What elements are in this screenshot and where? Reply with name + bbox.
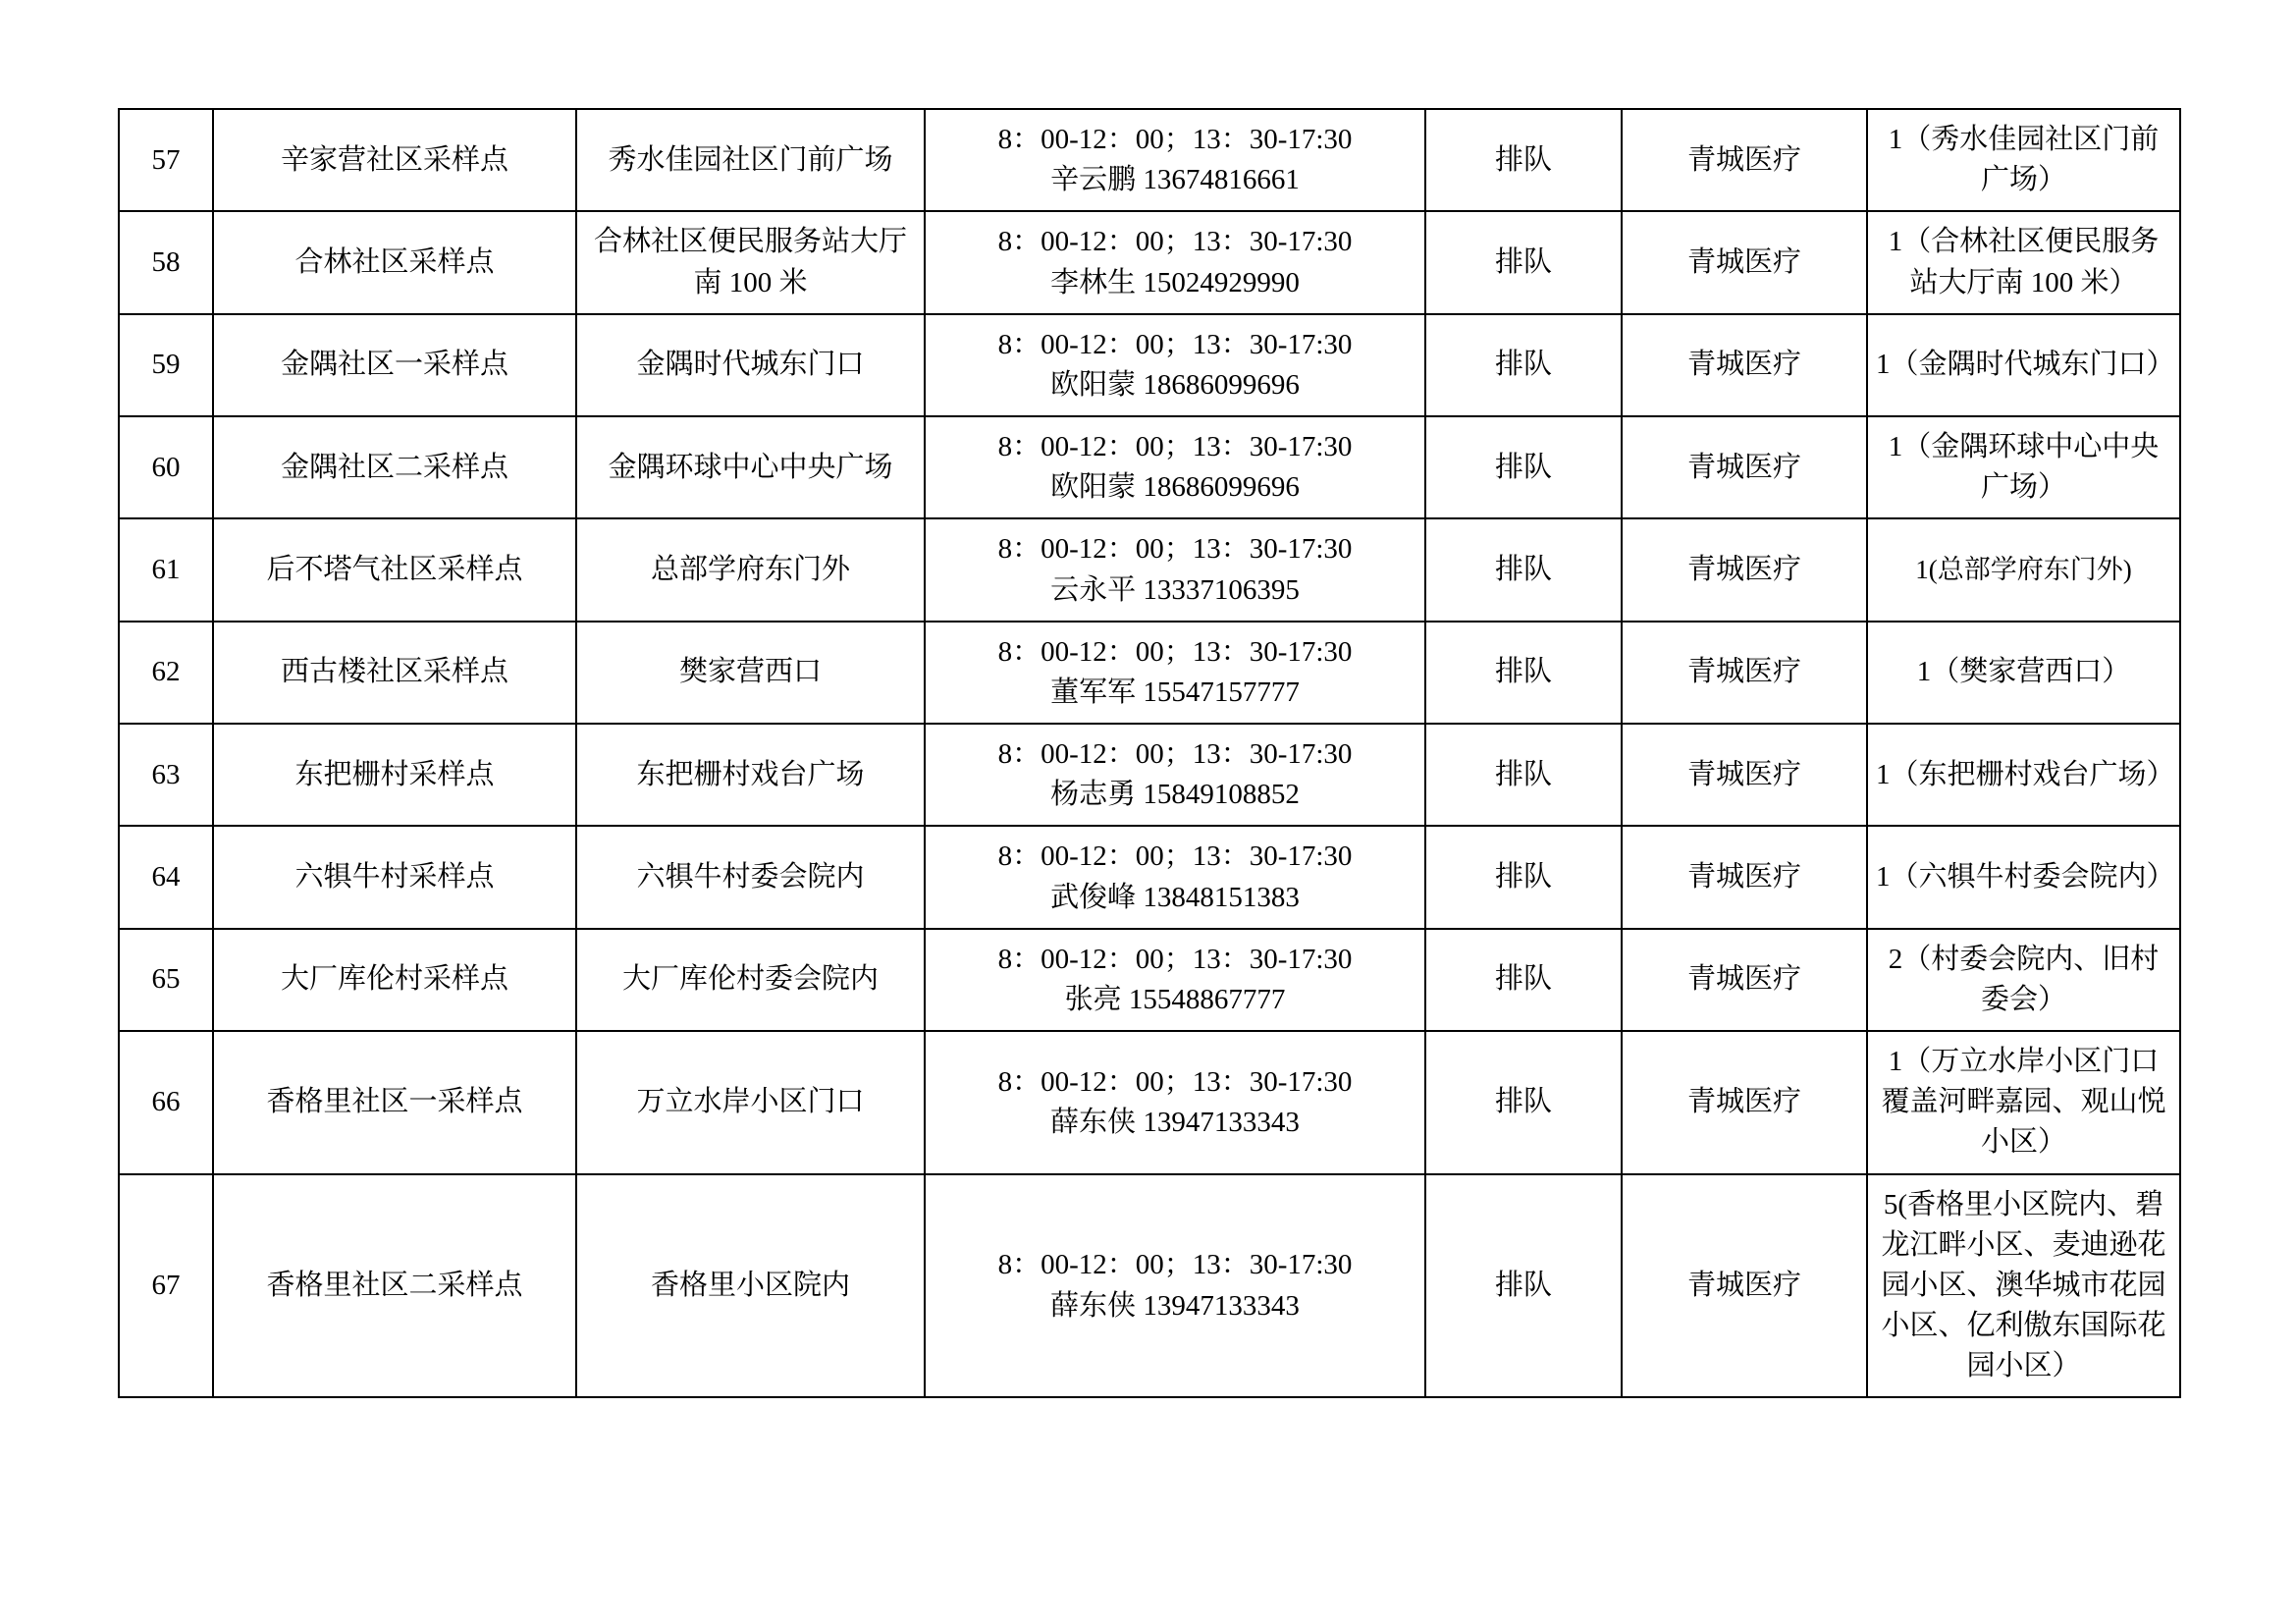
cell-coverage: 5(香格里小区院内、碧龙江畔小区、麦迪逊花园小区、澳华城市花园小区、亿利傲东国际花园小区） bbox=[1867, 1174, 2180, 1398]
cell-coverage: 1（樊家营西口） bbox=[1867, 622, 2180, 724]
cell-index: 58 bbox=[119, 211, 213, 313]
cell-org: 青城医疗 bbox=[1622, 724, 1867, 826]
cell-name: 六犋牛村采样点 bbox=[213, 826, 576, 928]
cell-name: 后不塔气社区采样点 bbox=[213, 518, 576, 621]
cell-address: 大厂库伦村委会院内 bbox=[576, 929, 925, 1031]
cell-coverage: 1（万立水岸小区门口覆盖河畔嘉园、观山悦小区） bbox=[1867, 1031, 2180, 1174]
cell-index: 67 bbox=[119, 1174, 213, 1398]
cell-name: 香格里社区二采样点 bbox=[213, 1174, 576, 1398]
cell-time: 8：00-12：00；13：30-17:30 bbox=[997, 840, 1353, 873]
cell-mode: 排队 bbox=[1425, 826, 1622, 928]
table-row bbox=[119, 929, 2180, 1031]
cell-coverage: 1（金隅时代城东门口） bbox=[1867, 314, 2180, 416]
cell-time: 8：00-12：00；13：30-17:30 bbox=[997, 226, 1353, 258]
cell-mode: 排队 bbox=[1425, 1031, 1622, 1174]
cell-time: 8：00-12：00；13：30-17:30 bbox=[997, 533, 1353, 566]
table-row bbox=[119, 211, 2180, 313]
cell-coverage: 1（六犋牛村委会院内） bbox=[1867, 826, 2180, 928]
cell-time-contact bbox=[925, 1031, 1425, 1174]
cell-time: 8：00-12：00；13：30-17:30 bbox=[997, 1249, 1353, 1281]
cell-address: 六犋牛村委会院内 bbox=[576, 826, 925, 928]
cell-time-contact bbox=[925, 518, 1425, 621]
cell-org: 青城医疗 bbox=[1622, 929, 1867, 1031]
cell-name: 东把栅村采样点 bbox=[213, 724, 576, 826]
cell-name: 西古楼社区采样点 bbox=[213, 622, 576, 724]
cell-time: 8：00-12：00；13：30-17:30 bbox=[997, 124, 1353, 155]
cell-address: 香格里小区院内 bbox=[576, 1174, 925, 1398]
cell-time-contact bbox=[925, 314, 1425, 416]
table-row bbox=[119, 314, 2180, 416]
cell-contact: 杨志勇 15849108852 bbox=[1050, 779, 1300, 811]
cell-time: 8：00-12：00；13：30-17:30 bbox=[997, 943, 1353, 975]
cell-name: 香格里社区一采样点 bbox=[213, 1031, 576, 1174]
cell-time: 8：00-12：00；13：30-17:30 bbox=[997, 328, 1353, 360]
cell-mode: 排队 bbox=[1425, 724, 1622, 826]
cell-name: 合林社区采样点 bbox=[213, 211, 576, 313]
cell-contact: 欧阳蒙 18686099696 bbox=[1050, 368, 1300, 401]
cell-org: 青城医疗 bbox=[1622, 416, 1867, 518]
table-row bbox=[119, 1174, 2180, 1398]
cell-time: 8：00-12：00；13：30-17:30 bbox=[997, 635, 1353, 668]
cell-contact: 欧阳蒙 18686099696 bbox=[1050, 471, 1300, 504]
cell-index: 61 bbox=[119, 518, 213, 621]
table-row bbox=[119, 826, 2180, 928]
cell-index: 60 bbox=[119, 416, 213, 518]
cell-index: 62 bbox=[119, 622, 213, 724]
cell-coverage: 2（村委会院内、旧村委会） bbox=[1867, 929, 2180, 1031]
cell-address: 樊家营西口 bbox=[576, 622, 925, 724]
cell-address: 万立水岸小区门口 bbox=[576, 1031, 925, 1174]
cell-contact: 薛东侠 13947133343 bbox=[1050, 1289, 1300, 1322]
cell-index: 66 bbox=[119, 1031, 213, 1174]
cell-org: 青城医疗 bbox=[1622, 109, 1867, 211]
cell-index: 63 bbox=[119, 724, 213, 826]
cell-address: 金隅时代城东门口 bbox=[576, 314, 925, 416]
cell-coverage: 1(总部学府东门外) bbox=[1867, 518, 2180, 621]
cell-index: 65 bbox=[119, 929, 213, 1031]
table-row bbox=[119, 518, 2180, 621]
cell-address: 合林社区便民服务站大厅南 100 米 bbox=[576, 211, 925, 313]
cell-mode: 排队 bbox=[1425, 109, 1622, 211]
cell-index: 59 bbox=[119, 314, 213, 416]
cell-time-contact bbox=[925, 826, 1425, 928]
table-body bbox=[119, 109, 2180, 1397]
cell-contact: 董军军 15547157777 bbox=[1050, 676, 1300, 708]
cell-time-contact bbox=[925, 1174, 1425, 1398]
cell-mode: 排队 bbox=[1425, 518, 1622, 621]
cell-address: 金隅环球中心中央广场 bbox=[576, 416, 925, 518]
cell-org: 青城医疗 bbox=[1622, 314, 1867, 416]
cell-org: 青城医疗 bbox=[1622, 1031, 1867, 1174]
cell-org: 青城医疗 bbox=[1622, 826, 1867, 928]
cell-name: 金隅社区一采样点 bbox=[213, 314, 576, 416]
cell-contact: 武俊峰 13848151383 bbox=[1050, 881, 1300, 913]
cell-name: 辛家营社区采样点 bbox=[213, 109, 576, 211]
cell-mode: 排队 bbox=[1425, 1174, 1622, 1398]
cell-address: 东把栅村戏台广场 bbox=[576, 724, 925, 826]
cell-contact: 云永平 13337106395 bbox=[1050, 573, 1300, 606]
cell-index: 64 bbox=[119, 826, 213, 928]
cell-time-contact bbox=[925, 929, 1425, 1031]
cell-org: 青城医疗 bbox=[1622, 518, 1867, 621]
cell-mode: 排队 bbox=[1425, 314, 1622, 416]
table-row bbox=[119, 109, 2180, 211]
table-row bbox=[119, 622, 2180, 724]
cell-index: 57 bbox=[119, 109, 213, 211]
cell-time-contact bbox=[925, 724, 1425, 826]
cell-address: 秀水佳园社区门前广场 bbox=[576, 109, 925, 211]
cell-time: 8：00-12：00；13：30-17:30 bbox=[997, 1065, 1353, 1098]
cell-coverage: 1（金隅环球中心中央广场） bbox=[1867, 416, 2180, 518]
table-row bbox=[119, 724, 2180, 826]
cell-name: 大厂库伦村采样点 bbox=[213, 929, 576, 1031]
cell-time-contact bbox=[925, 416, 1425, 518]
cell-mode: 排队 bbox=[1425, 416, 1622, 518]
table-row bbox=[119, 1031, 2180, 1174]
sampling-points-table bbox=[118, 108, 2181, 1398]
cell-mode: 排队 bbox=[1425, 622, 1622, 724]
cell-coverage: 1（秀水佳园社区门前广场） bbox=[1867, 109, 2180, 211]
cell-coverage: 1（合林社区便民服务站大厅南 100 米） bbox=[1867, 211, 2180, 313]
cell-coverage: 1（东把栅村戏台广场） bbox=[1867, 724, 2180, 826]
cell-contact: 张亮 15548867777 bbox=[1064, 983, 1286, 1015]
table-row bbox=[119, 416, 2180, 518]
cell-time-contact bbox=[925, 622, 1425, 724]
cell-time-contact bbox=[925, 109, 1425, 211]
cell-mode: 排队 bbox=[1425, 929, 1622, 1031]
cell-address: 总部学府东门外 bbox=[576, 518, 925, 621]
cell-contact: 李林生 15024929990 bbox=[1050, 266, 1300, 298]
cell-name: 金隅社区二采样点 bbox=[213, 416, 576, 518]
cell-time: 8：00-12：00；13：30-17:30 bbox=[997, 431, 1353, 463]
cell-contact: 薛东侠 13947133343 bbox=[1050, 1106, 1300, 1138]
cell-org: 青城医疗 bbox=[1622, 622, 1867, 724]
cell-time-contact bbox=[925, 211, 1425, 313]
cell-time: 8：00-12：00；13：30-17:30 bbox=[997, 738, 1353, 771]
cell-contact: 辛云鹏 13674816661 bbox=[1050, 164, 1300, 196]
cell-mode: 排队 bbox=[1425, 211, 1622, 313]
cell-org: 青城医疗 bbox=[1622, 1174, 1867, 1398]
cell-org: 青城医疗 bbox=[1622, 211, 1867, 313]
